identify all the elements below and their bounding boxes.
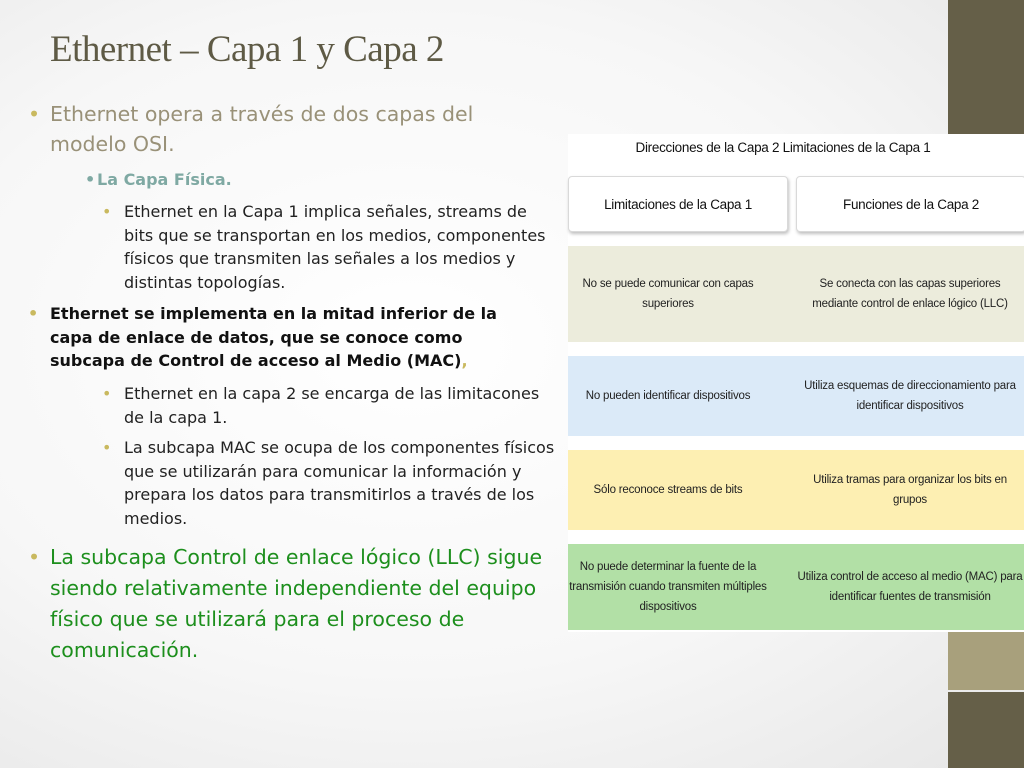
bullet-marker: • — [85, 170, 96, 189]
row-limitation-cell: No puede determinar la fuente de la transmisión cuando transmiten múltiples dispositivos — [569, 561, 767, 613]
slide-title: Ethernet – Capa 1 y Capa 2 — [50, 29, 444, 70]
layer2-limits-text: Ethernet en la capa 2 se encarga de las limitacones de la capa 1. — [124, 384, 540, 427]
bullet-intro-text: Ethernet opera a través de dos capas del modelo OSI. — [50, 102, 474, 156]
header-layer1-limitations: Limitaciones de la Capa 1 — [568, 176, 788, 232]
bullet-marker: • — [28, 102, 41, 126]
bullet-marker: • — [28, 545, 41, 569]
bullet-marker: • — [102, 438, 112, 457]
mac-components-text: La subcapa MAC se ocupa de los componentes físicos que se utilizarán para comunicar la información y prepara los datos para transmitirlos a través de los medios. — [124, 438, 555, 528]
row-limitation-cell: Sólo reconoce streams de bits — [593, 484, 743, 496]
row-limitation-cell: No se puede comunicar con capas superiores — [582, 278, 754, 310]
row-limitation-cell: No pueden identificar dispositivos — [585, 390, 751, 402]
table-row — [568, 450, 1024, 530]
physical-layer-heading: La Capa Física. — [97, 170, 232, 189]
mac-sublayer-text: Ethernet se implementa en la mitad inferior de la capa de enlace de datos, que se conoce como subcapa de Control de acceso al Medio (MAC) — [50, 304, 497, 370]
side-bar-dark-top — [948, 0, 1024, 134]
side-bar-dark-bottom — [948, 692, 1024, 768]
bullet-mac-components — [102, 436, 556, 530]
bullet-marker: • — [102, 202, 112, 221]
sub-bullet-physical-layer — [85, 168, 277, 192]
bullet-mac-sublayer — [28, 302, 530, 373]
row-function-cell: Utiliza control de acceso al medio (MAC) para identificar fuentes de transmisión — [797, 571, 1023, 603]
bullet-llc-sublayer — [28, 542, 550, 666]
side-bar-light — [948, 632, 1024, 690]
row-function-cell: Utiliza tramas para organizar los bits en grupos — [813, 474, 1007, 506]
table-row — [568, 246, 1024, 342]
table-row — [568, 544, 1024, 630]
llc-sublayer-text: La subcapa Control de enlace lógico (LLC) sigue siendo relativamente independiente del equipo físico que se utilizará para el proceso de comunicación. — [50, 545, 543, 662]
row-function-cell: Se conecta con las capas superiores mediante control de enlace lógico (LLC) — [812, 278, 1008, 310]
bullet-marker: • — [102, 384, 112, 403]
row-function-cell: Utiliza esquemas de direccionamiento para identificar dispositivos — [804, 380, 1016, 412]
mac-comma: , — [461, 351, 468, 370]
table-row — [568, 356, 1024, 436]
layer-comparison-table — [568, 134, 1024, 632]
table-caption: Direcciones de la Capa 2 Limitaciones de la Capa 1 — [635, 140, 931, 155]
bullet-marker: • — [28, 304, 39, 323]
bullet-intro — [28, 99, 540, 159]
bullet-layer2-limits — [102, 382, 544, 429]
physical-detail-text: Ethernet en la Capa 1 implica señales, streams de bits que se transportan en los medios, componentes físicos que transmiten las señales a los medios y distintas topologías. — [124, 202, 546, 292]
bullet-physical-detail — [102, 200, 556, 294]
header-layer2-functions: Funciones de la Capa 2 — [796, 176, 1024, 232]
